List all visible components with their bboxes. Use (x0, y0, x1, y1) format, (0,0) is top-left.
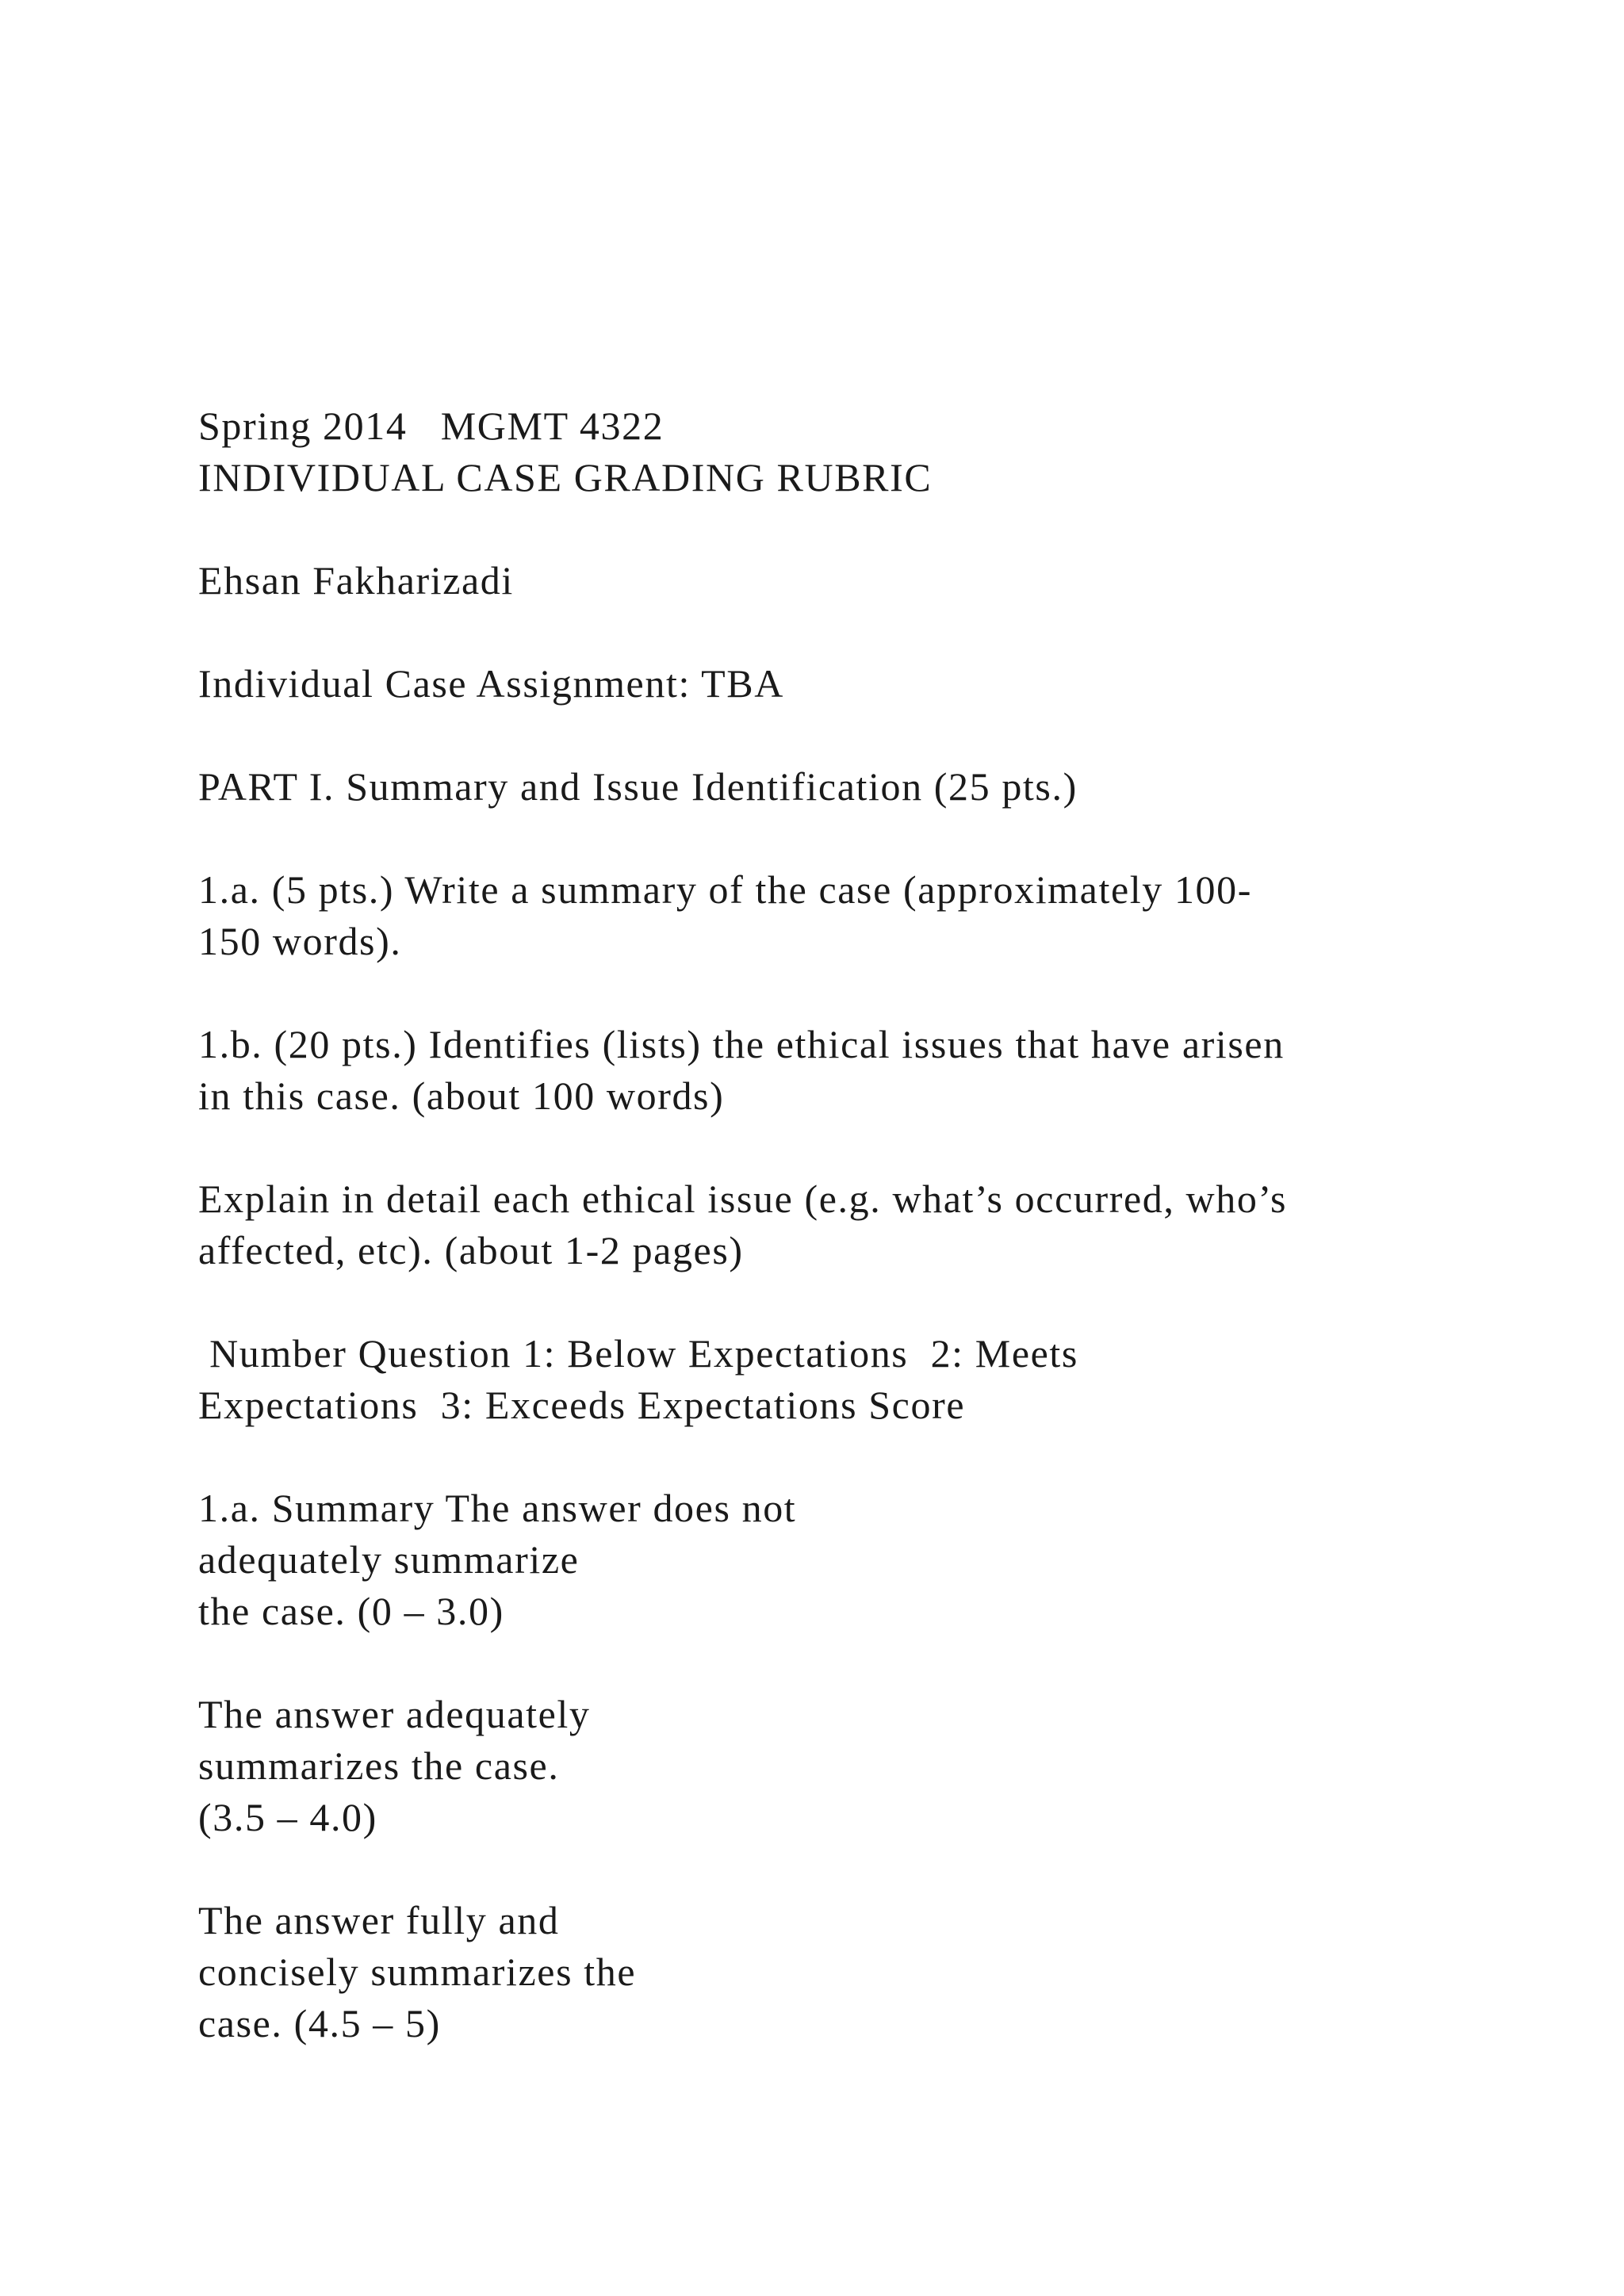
table-header-line: Number Question 1: Below Expectations 2: Meets (198, 1331, 1078, 1376)
row-1a-exceeds-line: concisely summarizes the (198, 1950, 637, 1994)
row-1a-below-line: adequately summarize (198, 1537, 580, 1582)
item-1b-line: in this case. (about 100 words) (198, 1073, 725, 1118)
spacer (198, 1431, 1507, 1483)
row-1a-exceeds-line: The answer fully and (198, 1898, 560, 1942)
part-heading: PART I. Summary and Issue Identification (25 pts.) (198, 764, 1078, 809)
explain-line: affected, etc). (about 1-2 pages) (198, 1228, 744, 1272)
row-1a-meets-line: The answer adequately (198, 1692, 591, 1736)
instructor-name: Ehsan Fakharizadi (198, 558, 514, 603)
spacer (198, 710, 1507, 761)
item-1a-line: 1.a. (5 pts.) Write a summary of the case (approximately 100- (198, 867, 1252, 912)
row-1a-below-line: the case. (0 – 3.0) (198, 1589, 504, 1633)
course-line: Spring 2014 MGMT 4322 (198, 404, 665, 448)
rubric-title: INDIVIDUAL CASE GRADING RUBRIC (198, 455, 933, 499)
spacer (198, 967, 1507, 1019)
item-1b-line: 1.b. (20 pts.) Identifies (lists) the ethical issues that have arisen (198, 1022, 1285, 1066)
row-1a-below-line: 1.a. Summary The answer does not (198, 1486, 797, 1530)
item-1a-line: 150 words). (198, 919, 402, 963)
spacer (198, 813, 1507, 864)
row-1a-meets-line: summarizes the case. (198, 1743, 560, 1788)
spacer (198, 503, 1507, 555)
explain-line: Explain in detail each ethical issue (e.g. what’s occurred, who’s (198, 1177, 1288, 1221)
row-1a-meets-line: (3.5 – 4.0) (198, 1795, 377, 1839)
assignment-line: Individual Case Assignment: TBA (198, 661, 784, 706)
spacer (198, 607, 1507, 658)
spacer (198, 1637, 1507, 1689)
row-1a-exceeds-line: case. (4.5 – 5) (198, 2001, 441, 2045)
table-header-line: Expectations 3: Exceeds Expectations Score (198, 1383, 966, 1427)
document-body (198, 400, 1507, 2049)
spacer (198, 1276, 1507, 1328)
spacer (198, 1122, 1507, 1173)
spacer (198, 1843, 1507, 1895)
